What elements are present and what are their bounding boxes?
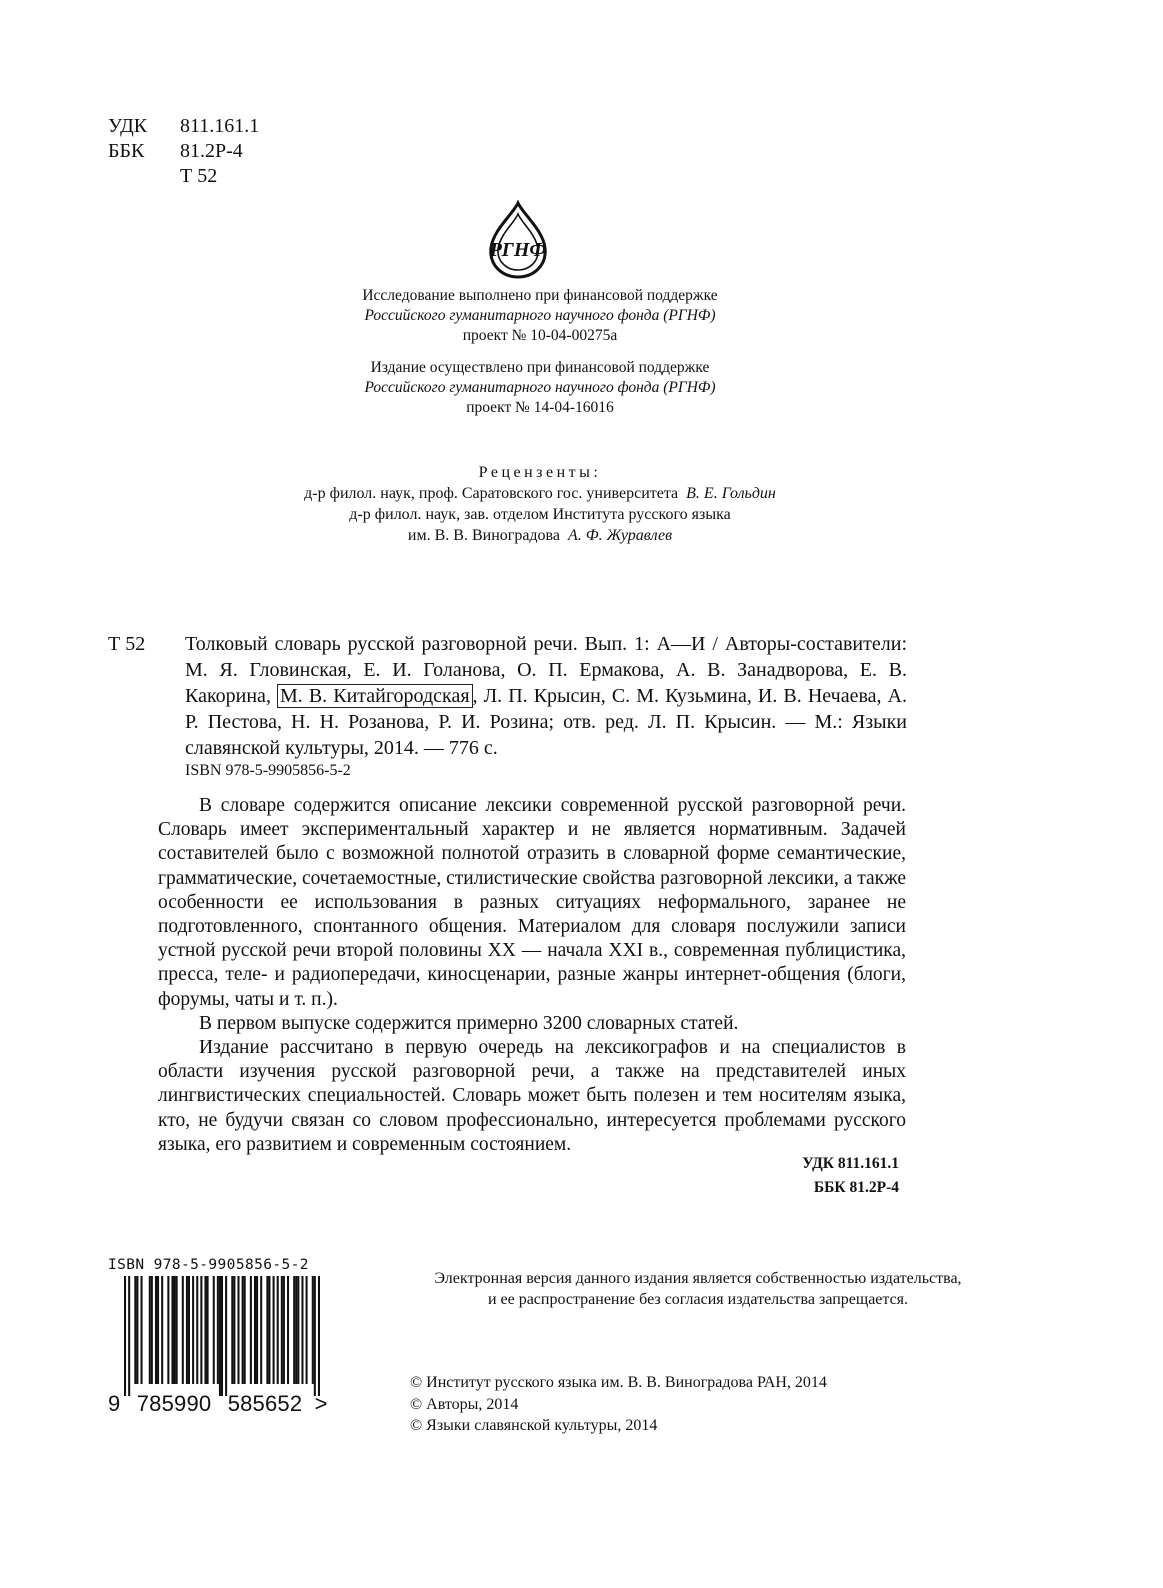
barcode-lead-digit: 9 <box>108 1391 121 1416</box>
bibliographic-record <box>185 631 907 761</box>
research-line3: проект № 10-04-00275а <box>462 327 618 344</box>
legal-note <box>388 1268 1008 1310</box>
barcode-bar <box>318 1276 320 1396</box>
copyright-2: © Авторы, 2014 <box>410 1395 519 1413</box>
barcode-bar <box>312 1276 314 1384</box>
reviewer1-name: В. Е. Гольдин <box>686 485 776 502</box>
barcode-bar <box>182 1276 184 1384</box>
barcode-bar <box>196 1276 198 1384</box>
legal-line2: и ее распространение без согласия издательства запрещается. <box>487 1291 909 1308</box>
publication-line2: Российского гуманитарного научного фонда (РГНФ) <box>364 379 716 396</box>
copyright-block <box>410 1372 827 1437</box>
annotation-paragraph-1: В словаре содержится описание лексики современной русской разговорной речи. Словарь имеет экспериментальный характер и не является нормативным. Задачей составителей было с возможной полнотой отразить в словарной форме семантические, грамматические, сочетаемостные, стилистические свойства разговорной лексики, а также особенности ее использования в разных ситуациях неформального, заранее не подготовленного, спонтанного общения. Материалом для словаря послужили записи устной русской речи второй половины XX — начала XXI в., современная публицистика, пресса, теле- и радиопередачи, киносценарии, разные жанры интернет-общения (блоги, форумы, чаты и т. п.). <box>158 795 906 1010</box>
reviewer1-affiliation: д-р филол. наук, проф. Саратовского гос. университета <box>304 485 679 502</box>
barcode-bar <box>277 1276 279 1384</box>
legal-line1: Электронная версия данного издания является собственностью издательства, <box>434 1270 962 1287</box>
barcode-bar <box>157 1276 159 1384</box>
barcode-bar <box>297 1276 299 1384</box>
barcode-bar <box>283 1276 285 1384</box>
barcode-bar <box>242 1276 244 1384</box>
barcode-bar <box>237 1276 239 1384</box>
classification-block <box>108 114 259 189</box>
barcode-bar <box>225 1276 227 1396</box>
barcode-bar <box>207 1276 209 1384</box>
biblio-text-part2: , Л. П. Крысин, С. М. Кузьмина, И. В. Нечаева, А. Р. Пестова, Н. Н. Розанова, Р. И. Розина; отв. ред. Л. П. Крысин. — М.: Языки славянской культуры, 2014. — 776 с. <box>185 685 908 759</box>
barcode-bar <box>273 1276 275 1384</box>
barcode-bar <box>200 1276 202 1384</box>
biblio-text-part1: Толковый словарь русской разговорной речи. Вып. 1: А—И / Авторы-составители: М. Я. Гловинская, Е. И. Голанова, О. П. Ермакова, А. В. Занадворова, Е. В. Какорина, <box>185 633 907 707</box>
barcode-bar <box>266 1276 268 1384</box>
barcode-bar <box>233 1276 235 1384</box>
barcode-bar <box>256 1276 258 1384</box>
annotation-paragraph-2: В первом выпуске содержится примерно 3200 словарных статей. <box>199 1012 739 1034</box>
barcode-bar <box>171 1276 173 1384</box>
barcode-bar <box>287 1276 289 1384</box>
barcode-bar <box>244 1276 246 1384</box>
barcode-bar <box>254 1276 256 1384</box>
rgnf-logo-icon <box>485 200 551 280</box>
barcode-bar <box>151 1276 153 1384</box>
barcode-bar <box>176 1276 178 1384</box>
barcode-bar <box>161 1276 163 1384</box>
barcode-bar <box>217 1276 219 1384</box>
barcode-bar <box>136 1276 138 1384</box>
barcode-bar <box>167 1276 169 1384</box>
research-funding-note <box>0 286 1080 346</box>
barcode-bar <box>204 1276 206 1384</box>
bbk-label: ББК <box>108 140 145 162</box>
publication-funding-note <box>0 358 1080 418</box>
biblio-mark: Т 52 <box>108 633 146 655</box>
copyright-1: © Институт русского языка им. В. В. Виноградова РАН, 2014 <box>410 1374 827 1391</box>
barcode-bar <box>141 1276 143 1384</box>
barcode-bar <box>306 1276 308 1384</box>
barcode-bar <box>128 1276 130 1396</box>
barcode-group2: 585652 <box>227 1391 303 1416</box>
annotation-paragraph-3: Издание рассчитано в первую очередь на лексикографов и на специалистов в области изучения русской разговорной речи, а также на представителей иных лингвистических специальностей. Словарь может быть полезен и тем носителям языка, кто, не будучи связан со словом профессионально, интересуется проблемами русского языка, его развитием и современным состоянием. <box>158 1037 906 1155</box>
reviewers-title: Рецензенты: <box>478 464 602 481</box>
isbn-line: ISBN 978-5-9905856-5-2 <box>185 762 351 779</box>
copyright-3: © Языки славянской культуры, 2014 <box>410 1417 658 1434</box>
barcode-end-mark: > <box>314 1391 328 1416</box>
barcode-bar <box>301 1276 303 1384</box>
bbk-value: 81.2Р-4 <box>180 140 243 162</box>
publication-line1: Издание осуществлено при финансовой поддержке <box>370 359 710 376</box>
barcode-group1: 785990 <box>136 1391 212 1416</box>
barcode-bar <box>186 1276 188 1384</box>
bbk-code: ББК 81.2Р-4 <box>813 1179 899 1196</box>
classification-codes <box>802 1152 899 1200</box>
udk-label: УДК <box>108 115 148 137</box>
barcode-digits <box>108 1391 328 1417</box>
udk-value: 811.161.1 <box>180 115 260 137</box>
research-line1: Исследование выполнено при финансовой поддержке <box>362 287 718 304</box>
barcode-bar <box>192 1276 194 1384</box>
barcode-bar <box>231 1276 233 1384</box>
publication-line3: проект № 14-04-16016 <box>466 399 614 416</box>
reviewer2-name: А. Ф. Журавлев <box>568 527 673 544</box>
barcode-bar <box>268 1276 270 1384</box>
barcode-bar <box>155 1276 157 1384</box>
svg-text:РГНФ: РГНФ <box>489 239 547 261</box>
barcode-bar <box>281 1276 283 1384</box>
barcode-bar <box>213 1276 215 1384</box>
barcode-bar <box>124 1276 126 1396</box>
barcode-bar <box>219 1276 221 1396</box>
reviewers-block <box>0 462 1080 546</box>
research-line2: Российского гуманитарного научного фонда (РГНФ) <box>364 307 716 324</box>
barcode-icon <box>124 1276 320 1396</box>
barcode-bar <box>221 1276 223 1396</box>
udk-code: УДК 811.161.1 <box>802 1155 899 1172</box>
barcode-bar <box>134 1276 136 1384</box>
barcode-bar <box>250 1276 252 1384</box>
reviewer2-institute: им. В. В. Виноградова <box>407 527 560 544</box>
barcode-isbn: ISBN 978-5-9905856-5-2 <box>108 1257 309 1273</box>
biblio-boxed-author: М. В. Китайгородская <box>277 684 473 708</box>
barcode-bar <box>314 1276 316 1396</box>
barcode-bar <box>293 1276 295 1384</box>
barcode-bar <box>174 1276 176 1384</box>
annotation <box>158 794 906 1157</box>
author-mark: Т 52 <box>180 165 218 187</box>
barcode-bar <box>260 1276 262 1384</box>
reviewer2-affiliation: д-р филол. наук, зав. отделом Института русского языка <box>349 506 731 523</box>
barcode-bar <box>188 1276 190 1384</box>
barcode-bar <box>295 1276 297 1384</box>
barcode-bar <box>149 1276 151 1384</box>
